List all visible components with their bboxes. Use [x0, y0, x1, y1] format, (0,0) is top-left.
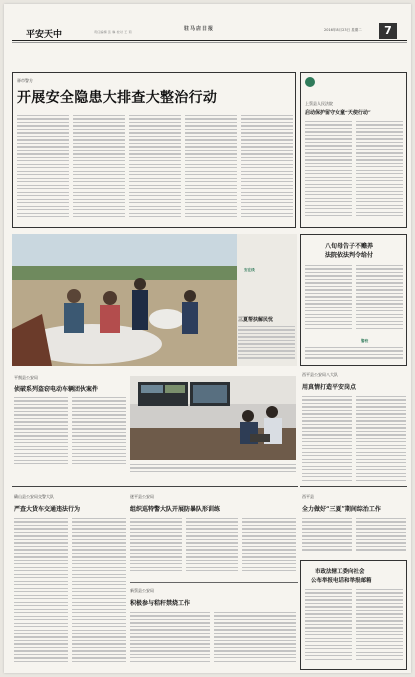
lead-body-col-1 — [17, 115, 69, 223]
lead-body-col-3 — [129, 115, 181, 223]
lead-body-col-2 — [73, 115, 125, 223]
section-divider — [12, 486, 298, 487]
bottom-mid-body-2 — [186, 518, 238, 578]
right-law-body-2 — [356, 396, 406, 486]
right-mid-body-1 — [305, 265, 352, 335]
newspaper-logo: 驻马店日报 — [184, 26, 215, 32]
right-mid-article — [300, 234, 407, 366]
right-law-kicker: 西平县公安局八大队 — [302, 372, 338, 377]
editor-credit: 责任编辑 张 琳 校对 王 莉 — [94, 30, 132, 34]
control-room-caption — [130, 464, 296, 476]
newspaper-page — [4, 4, 411, 673]
feature-photo — [12, 234, 237, 366]
bottom-mid-body-1 — [130, 518, 182, 578]
header-rule-thin — [12, 42, 407, 43]
mid-left-kicker: 平舆县公安局 — [14, 375, 38, 380]
right-low-body-1 — [302, 518, 352, 554]
right-mid-headline-2: 法院依法判令给付 — [325, 252, 374, 259]
page-number: 7 — [379, 23, 397, 39]
right-low-headline: 全力做好“三夏”期间综治工作 — [302, 506, 381, 513]
lead-body-col-4 — [185, 115, 237, 223]
right-top-headline: 启动保护留守女童“天使行动” — [305, 110, 371, 116]
right-top-body-1 — [305, 121, 352, 223]
control-room-photo — [130, 376, 296, 460]
lead-kicker: 驿市警方 — [17, 78, 33, 83]
notice-body-1 — [305, 589, 352, 667]
notice-box — [300, 560, 407, 670]
mid-left-headline: 侦破系列盗窃电动车辆团伙案件 — [14, 386, 99, 393]
right-top-body-2 — [356, 121, 403, 223]
notice-headline-2: 公布举报电话和举报邮箱 — [311, 578, 372, 584]
bottom-left-body-2 — [72, 518, 126, 668]
notice-headline-1: 市政法辖工委向社会 — [315, 569, 365, 575]
page-header — [4, 4, 411, 44]
bottom-mid2-body-1 — [130, 612, 210, 668]
feature-title: 三夏帮扶解民忧 — [238, 317, 274, 323]
issue-date: 2016年8月23日 星期二 — [324, 28, 362, 32]
section-title: 平安天中 — [26, 30, 63, 40]
right-mid-headline-1: 八旬母告子不赡养 — [325, 243, 374, 250]
bottom-mid-body-3 — [242, 518, 296, 578]
right-top-kicker: 上蔡县人民法院 — [305, 101, 333, 106]
column-badge — [305, 77, 315, 87]
bottom-mid2-body-2 — [214, 612, 296, 668]
right-law-headline: 用真情打造平安岗点 — [302, 384, 357, 391]
notice-body-2 — [356, 589, 403, 667]
lead-body-col-5 — [241, 115, 293, 223]
lead-headline: 开展安全隐患大排查大整治行动 — [17, 90, 218, 106]
right-mid-body-3 — [305, 347, 403, 363]
right-mid-body-2 — [356, 265, 403, 335]
right-low-divider — [300, 486, 407, 487]
bottom-mid-divider — [130, 582, 298, 583]
header-rule — [12, 40, 407, 41]
right-low-body-2 — [356, 518, 406, 554]
right-mid-badge: 警校 — [361, 339, 369, 343]
bottom-left-headline: 严查大货车交通违法行为 — [14, 506, 81, 513]
right-low-kicker: 西平县 — [302, 494, 314, 499]
lead-article — [12, 72, 296, 228]
mid-left-body-2 — [72, 397, 126, 467]
feature-caption-text — [238, 326, 295, 364]
bottom-mid-headline: 组织巡特警大队开展防暴队形训练 — [130, 506, 221, 513]
right-top-article — [300, 72, 407, 228]
mid-left-body-1 — [14, 397, 68, 467]
bottom-left-kicker: 确山县公安局交警大队 — [14, 494, 54, 499]
bottom-mid2-headline: 积极参与秸秆禁烧工作 — [130, 600, 191, 607]
bottom-left-body-1 — [14, 518, 68, 668]
right-law-body-1 — [302, 396, 352, 486]
bottom-mid2-kicker: 新蔡县公安局 — [130, 588, 154, 593]
bottom-mid-kicker: 遂平县公安局 — [130, 494, 154, 499]
feature-side-label: 安在线 — [244, 268, 255, 272]
